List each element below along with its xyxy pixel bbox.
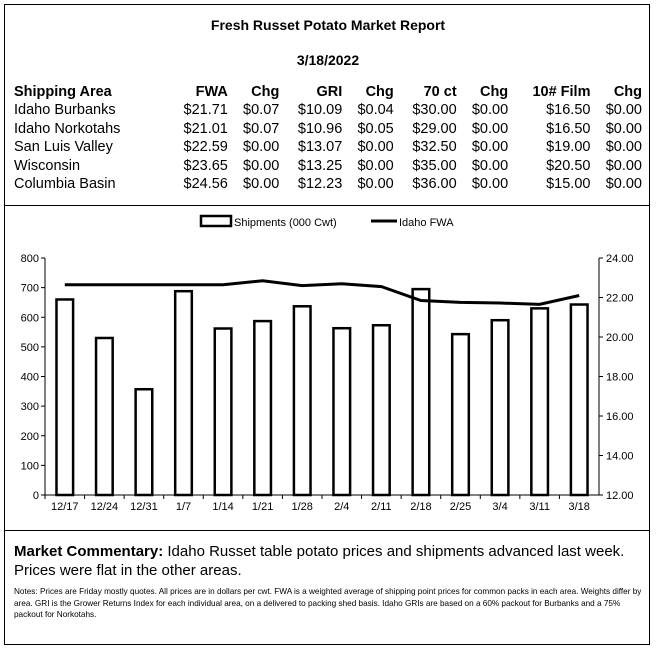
legend-fwa-label: Idaho FWA — [399, 217, 454, 229]
x-tick-label: 1/7 — [175, 501, 192, 513]
cell-chg: $0.07 — [243, 120, 280, 137]
x-tick-label: 3/18 — [568, 501, 590, 513]
right-tick-label: 24.00 — [606, 253, 634, 265]
table-row — [14, 175, 642, 194]
cell-chg: $0.00 — [357, 157, 394, 174]
shipment-bar — [413, 289, 430, 495]
cell-10lb-film: $16.50 — [546, 120, 591, 137]
cell-chg: $0.00 — [357, 139, 394, 156]
x-tick-label: 3/11 — [529, 501, 550, 513]
commentary-label: Market Commentary: — [14, 543, 164, 560]
cell-fwa: $24.56 — [183, 176, 228, 193]
cell-area: Idaho Norkotahs — [14, 120, 121, 137]
cell-gri: $10.09 — [297, 102, 343, 119]
shipment-bar — [333, 328, 350, 495]
shipment-bar — [492, 320, 509, 495]
header-fwa: FWA — [195, 83, 228, 100]
cell-10lb-film: $19.00 — [546, 139, 591, 156]
cell-70ct: $36.00 — [412, 176, 457, 193]
cell-70ct: $30.00 — [412, 102, 457, 119]
report-title: Fresh Russet Potato Market Report — [210, 17, 446, 33]
cell-chg: $0.00 — [605, 120, 642, 137]
left-tick-label: 300 — [20, 401, 39, 414]
shipment-bar — [215, 329, 232, 495]
x-tick-label: 12/24 — [90, 501, 119, 513]
cell-70ct: $35.00 — [412, 157, 457, 174]
right-tick-label: 20.00 — [606, 332, 634, 344]
cell-gri: $13.25 — [297, 157, 343, 174]
cell-area: Columbia Basin — [14, 176, 116, 193]
shipments-fwa-chart — [5, 206, 648, 529]
cell-gri: $10.96 — [297, 120, 343, 137]
shipment-bar — [56, 299, 73, 495]
cell-chg: $0.00 — [243, 157, 280, 174]
shipment-bar — [373, 325, 390, 495]
left-tick-label: 600 — [20, 312, 39, 325]
cell-chg: $0.00 — [471, 139, 509, 156]
right-tick-label: 18.00 — [606, 371, 634, 384]
shipment-bar — [136, 389, 153, 495]
shipment-bar — [254, 321, 271, 495]
x-tick-label: 1/21 — [251, 501, 274, 513]
x-tick-label: 1/14 — [212, 501, 234, 513]
cell-70ct: $29.00 — [412, 120, 457, 137]
cell-10lb-film: $20.50 — [546, 157, 591, 174]
x-tick-label: 2/25 — [449, 501, 472, 513]
header-chg: Chg — [365, 83, 394, 100]
header-gri: GRI — [316, 83, 343, 100]
cell-chg: $0.00 — [243, 139, 280, 156]
cell-fwa: $22.59 — [183, 139, 228, 156]
shipment-bar — [452, 334, 469, 495]
cell-chg: $0.00 — [357, 176, 394, 193]
legend-shipments-swatch — [201, 216, 231, 226]
header-chg: Chg — [479, 83, 509, 100]
left-tick-label: 500 — [20, 341, 39, 354]
header-chg: Chg — [251, 83, 280, 100]
x-tick-label: 12/17 — [51, 501, 79, 513]
left-tick-label: 200 — [20, 430, 39, 443]
header-70ct: 70 ct — [423, 83, 457, 100]
cell-70ct: $32.50 — [412, 139, 457, 156]
left-tick-label: 700 — [20, 282, 39, 295]
right-tick-label: 16.00 — [606, 411, 634, 423]
shipment-bar — [571, 305, 588, 495]
notes: Notes: Prices are Friday mostly quotes. All prices are in dollars per cwt. FWA is a weighted average of shipping point prices for common packs in each area. Weights differ by area. GRI is the Grower Returns Index for each individual area, on a delivered to packing shed basis. Idaho GRIs are based on a 60% packout for Burbanks and a 75% packout for Norkotahs. — [14, 587, 642, 619]
cell-gri: $13.07 — [297, 139, 343, 156]
cell-chg: $0.00 — [605, 176, 642, 193]
shipment-bar — [175, 291, 192, 495]
cell-fwa: $21.01 — [183, 120, 228, 137]
table-row — [14, 101, 642, 120]
cell-area: Idaho Burbanks — [14, 102, 116, 119]
x-tick-label: 2/18 — [410, 501, 432, 513]
chart-box — [4, 205, 650, 531]
cell-area: San Luis Valley — [14, 139, 113, 156]
cell-chg: $0.00 — [605, 102, 642, 119]
x-tick-label: 2/11 — [371, 501, 392, 513]
right-tick-label: 22.00 — [606, 292, 634, 305]
cell-chg: $0.00 — [471, 120, 509, 137]
header-10lb-film: 10# Film — [532, 83, 591, 100]
cell-chg: $0.00 — [471, 102, 509, 119]
cell-fwa: $21.71 — [183, 102, 228, 119]
cell-chg: $0.05 — [357, 120, 394, 137]
cell-chg: $0.00 — [605, 157, 642, 174]
cell-area: Wisconsin — [14, 157, 81, 174]
cell-gri: $12.23 — [297, 176, 343, 193]
left-tick-label: 0 — [32, 490, 39, 502]
table-row — [14, 138, 642, 157]
left-tick-label: 800 — [20, 253, 39, 265]
shipment-bar — [531, 308, 548, 495]
cell-chg: $0.00 — [605, 139, 642, 156]
cell-chg: $0.07 — [243, 102, 280, 119]
shipment-bar — [96, 338, 113, 495]
cell-chg: $0.04 — [357, 102, 394, 119]
left-tick-label: 100 — [20, 460, 39, 473]
cell-chg: $0.00 — [471, 157, 509, 174]
cell-fwa: $23.65 — [183, 157, 228, 174]
cell-chg: $0.00 — [471, 176, 509, 193]
cell-chg: $0.00 — [243, 176, 280, 193]
market-commentary — [14, 542, 644, 580]
idaho-fwa-line — [65, 281, 579, 305]
commentary-text: Idaho Russet table potato prices and shipments advanced last week. Prices were flat in the other areas. — [14, 543, 625, 579]
x-tick-label: 2/4 — [334, 501, 350, 513]
price-table — [14, 82, 642, 194]
cell-10lb-film: $15.00 — [546, 176, 591, 193]
header-chg: Chg — [613, 83, 642, 100]
x-tick-label: 12/31 — [130, 501, 158, 513]
shipment-bar — [294, 306, 311, 495]
report-date: 3/18/2022 — [296, 52, 360, 68]
table-row — [14, 120, 642, 139]
right-tick-label: 12.00 — [606, 490, 634, 502]
left-tick-label: 400 — [20, 371, 39, 384]
right-tick-label: 14.00 — [606, 450, 634, 463]
price-table-header — [14, 82, 642, 101]
x-tick-label: 1/28 — [291, 501, 313, 513]
legend-shipments-label: Shipments (000 Cwt) — [234, 217, 337, 229]
x-tick-label: 3/4 — [492, 501, 508, 513]
cell-10lb-film: $16.50 — [546, 102, 591, 119]
header-shipping-area: Shipping Area — [14, 83, 112, 100]
table-row — [14, 157, 642, 176]
